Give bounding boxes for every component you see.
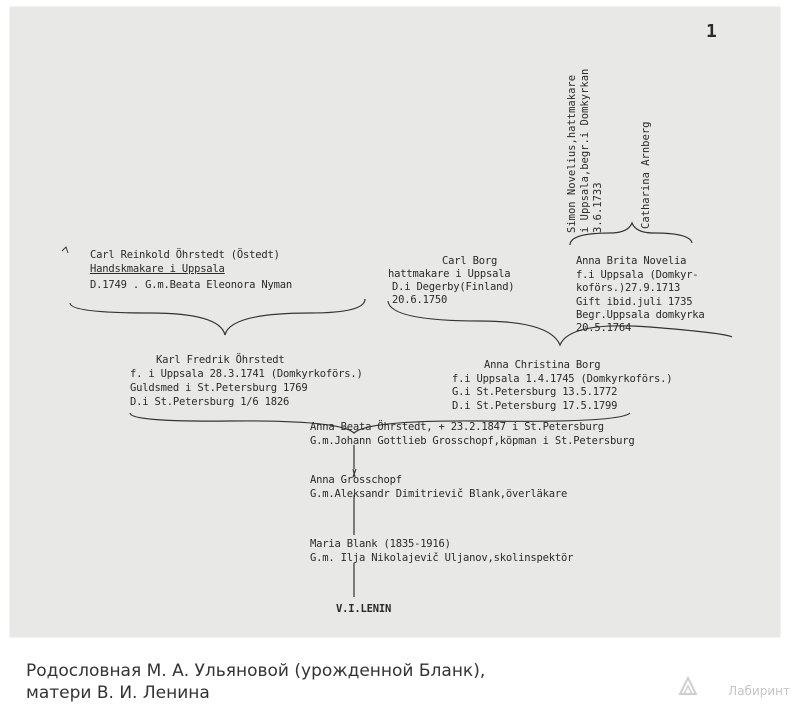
anna-brita-married: Gift ibid.juli 1735 — [576, 296, 693, 308]
karl-fredrik-name: Karl Fredrik Öhrstedt — [156, 354, 285, 366]
ancestor-mother-name: Catharina Arnberg — [640, 121, 652, 229]
anna-christina-death: D.i St.Petersburg 17.5.1799 — [452, 400, 618, 412]
maria-blank-name: Maria Blank (1835-1916) — [310, 538, 451, 550]
anna-brita-burial-date: 20.5.1764 — [576, 322, 632, 334]
brace-left — [70, 299, 365, 335]
anna-grosschopf-name: Anna Grosschopf — [310, 474, 402, 486]
anna-christina-born: f.i Uppsala 1.4.1745 (Domkyrkoförs.) — [452, 373, 673, 385]
maria-blank-married: G.m. Ilja Nikolajevič Uljanov,skolinspektör — [310, 552, 574, 564]
carl-borg-name: Carl Borg — [442, 255, 498, 267]
carl-reinkold-name: Carl Reinkold Öhrstedt (Östedt) — [90, 249, 280, 261]
carl-borg-death: D.i Degerby(Finland) — [392, 281, 515, 293]
caption-line-1: Родословная М. А. Ульяновой (урожденной Бланк), — [26, 661, 486, 681]
ancestor-father-place: i Uppsala,begr.i Domkyrkan — [579, 68, 591, 233]
tick-mark — [62, 247, 68, 253]
karl-fredrik-death: D.i St.Petersburg 1/6 1826 — [130, 396, 290, 408]
carl-borg-date: 20.6.1750 — [392, 294, 448, 306]
carl-reinkold-death: D.1749 . G.m.Beata Eleonora Nyman — [90, 279, 293, 291]
anna-christina-name: Anna Christina Borg — [484, 359, 601, 371]
karl-fredrik-born: f. i Uppsala 28.3.1741 (Domkyrkoförs.) — [130, 368, 363, 380]
anna-brita-name: Anna Brita Novelia — [576, 255, 687, 267]
anna-brita-buried: Begr.Uppsala domkyrka — [576, 309, 705, 321]
anna-brita-parish: koförs.)27.9.1713 — [576, 282, 681, 294]
anna-grosschopf-married: G.m.Aleksandr Dimitrievič Blank,överläkare — [310, 488, 568, 500]
lenin-name: V.I.LENIN — [336, 603, 392, 615]
anna-beata-married: G.m.Johann Gottlieb Grosschopf,köpman i St.Petersburg — [310, 435, 635, 447]
ancestor-father-date: 3.6.1733 — [592, 182, 604, 233]
karl-fredrik-occupation: Guldsmed i St.Petersburg 1769 — [130, 382, 308, 394]
carl-reinkold-occupation: Handskmakare i Uppsala — [90, 263, 225, 275]
caption-line-2: матери В. И. Ленина — [26, 683, 210, 703]
anna-brita-born: f.i Uppsala (Domkyr- — [576, 269, 699, 281]
anna-beata-name: Anna Beata Öhrstedt, + 23.2.1847 i St.Petersburg — [310, 421, 604, 433]
document-page — [10, 7, 780, 637]
carl-borg-occupation: hattmakare i Uppsala — [388, 268, 511, 280]
anna-christina-married: G.i St.Petersburg 13.5.1772 — [452, 386, 618, 398]
page-number: 1 — [706, 21, 717, 42]
caption — [26, 660, 485, 704]
labyrinth-logo-icon — [676, 674, 700, 698]
watermark: Лабиринт — [728, 684, 790, 698]
ancestor-father-name: Simon Novelius,hattmakare — [566, 74, 578, 233]
